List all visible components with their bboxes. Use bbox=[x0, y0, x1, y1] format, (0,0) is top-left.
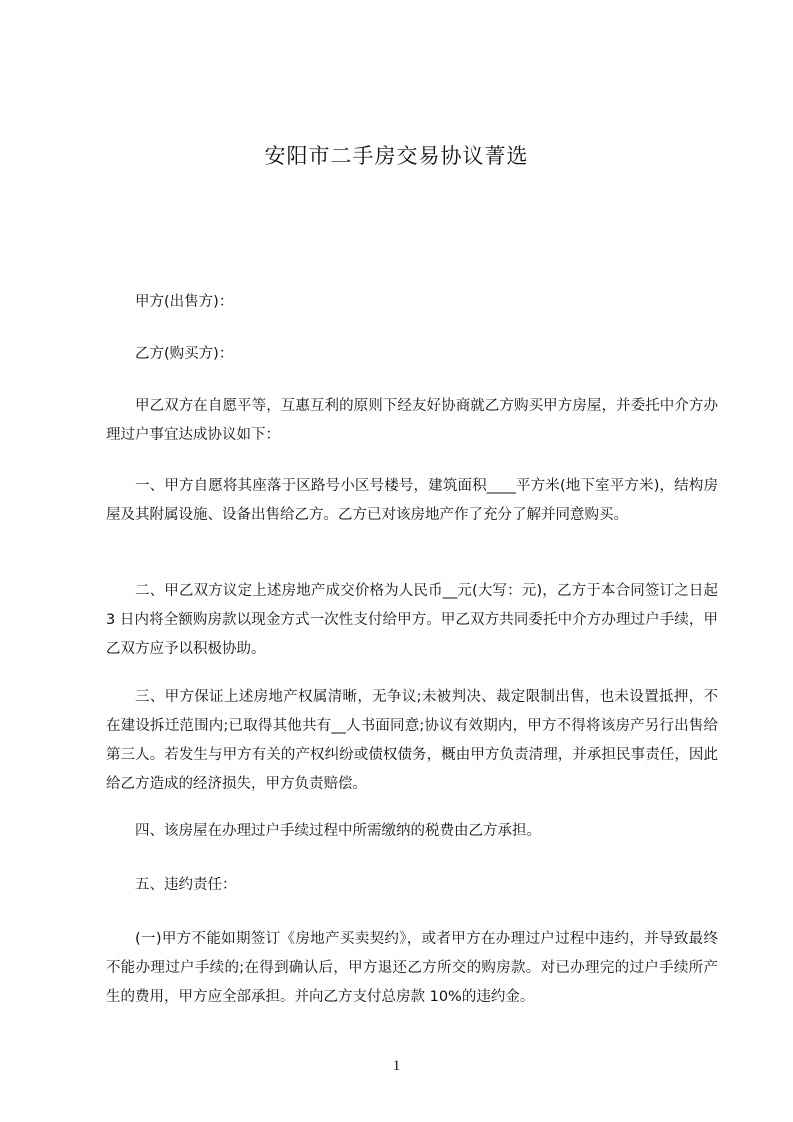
party-a-line: 甲方(出售方)： bbox=[135, 294, 234, 310]
clause-4: 四、该房屋在办理过户手续过程中所需缴纳的税费由乙方承担。 bbox=[135, 823, 541, 839]
clause-5-heading: 五、违约责任： bbox=[135, 877, 237, 893]
intro-paragraph: 甲乙双方在自愿平等，互惠互利的原则下经友好协商就乙方购买甲方房屋，并委托中介方办理过户事宜达成协议如下： bbox=[106, 398, 718, 443]
page-number: 1 bbox=[392, 1058, 401, 1074]
clause-1: 一、甲方自愿将其座落于区路号小区号楼号，建筑面积____平方米(地下室平方米)，结构房屋及其附属设施、设备出售给乙方。乙方已对该房地产作了充分了解并同意购买。 bbox=[106, 478, 718, 523]
clause-5-item-1: (一)甲方不能如期签订《房地产买卖契约》，或者甲方在办理过户过程中违约，并导致最终不能办理过户手续的;在得到确认后，甲方退还乙方所交的购房款。对已办理完的过户手续所产生的费用，甲方应全部承担。并向乙方支付总房款 10%的违约金。 bbox=[106, 931, 718, 1005]
clause-2: 二、甲乙双方议定上述房地产成交价格为人民币__元(大写：元)，乙方于本合同签订之日起 3 日内将全额购房款以现金方式一次性支付给甲方。甲乙双方共同委托中介方办理过户手续，甲乙双方应予以积极协助。 bbox=[106, 583, 718, 657]
clause-3: 三、甲方保证上述房地产权属清晰，无争议;未被判决、裁定限制出售，也未设置抵押，不在建设拆迁范围内;已取得其他共有__人书面同意;协议有效期内，甲方不得将该房产另行出售给第三人。若发生与甲方有关的产权纠纷或债权债务，概由甲方负责清理，并承担民事责任，因此给乙方造成的经济损失，甲方负责赔偿。 bbox=[106, 689, 718, 792]
party-b-line: 乙方(购买方)： bbox=[135, 346, 234, 362]
document-title: 安阳市二手房交易协议菁选 bbox=[264, 144, 529, 168]
